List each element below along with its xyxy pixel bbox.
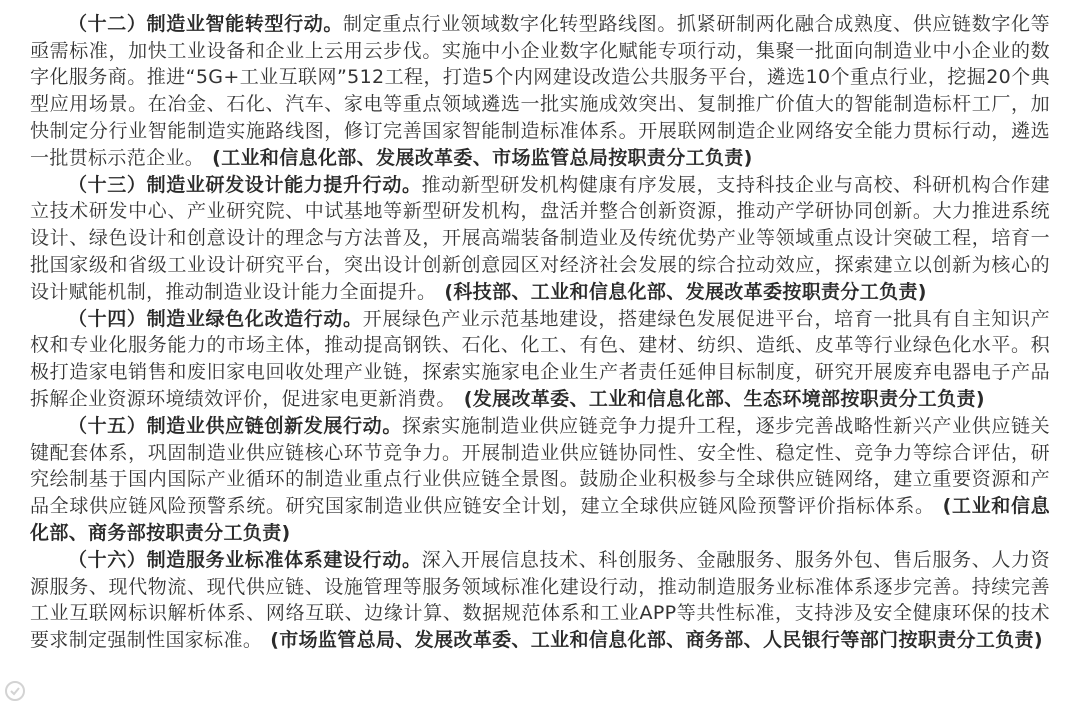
paragraph-16 bbox=[30, 547, 1050, 654]
paragraph-16-body: 深入开展信息技术、科创服务、金融服务、服务外包、售后服务、人力资源服务、现代物流、现代供应链、设施管理等服务领域标准化建设行动，推动制造服务业标准体系逐步完善。持续完善工业互联网标识解析体系、网络互联、边缘计算、数据规范体系和工业APP等共性标准，支持涉及安全健康环保的技术要求制定强制性国家标准。 bbox=[30, 548, 1050, 652]
paragraph-15-responsibility: (工业和信息化部、商务部按职责分工负责) bbox=[30, 495, 1050, 544]
paragraph-14 bbox=[30, 306, 1050, 413]
paragraph-14-body: 开展绿色产业示范基地建设，搭建绿色发展促进平台，培育一批具有自主知识产权和专业化服务能力的市场主体，推动提高钢铁、石化、化工、有色、建材、纺织、造纸、皮革等行业绿色化水平。积极打造家电销售和废旧家电回收处理产业链，探索实施家电企业生产者责任延伸目标制度，研究开展废弃电器电子产品拆解企业资源环境绩效评价，促进家电更新消费。 bbox=[30, 307, 1050, 410]
paragraph-12 bbox=[30, 11, 1050, 172]
watermark-logo bbox=[0, 676, 134, 704]
document-body bbox=[30, 0, 1050, 654]
watermark-icon bbox=[4, 680, 26, 702]
paragraph-15 bbox=[30, 413, 1050, 547]
paragraph-12-responsibility: (工业和信息化部、发展改革委、市场监管总局按职责分工负责) bbox=[212, 146, 753, 169]
paragraph-16-responsibility: (市场监管总局、发展改革委、工业和信息化部、商务部、人民银行等部门按职责分工负责) bbox=[270, 629, 1043, 652]
paragraph-14-responsibility: (发展改革委、工业和信息化部、生态环境部按职责分工负责) bbox=[463, 387, 985, 410]
paragraph-15-title: （十五）制造业供应链创新发展行动。 bbox=[68, 414, 402, 437]
paragraph-15-body: 探索实施制造业供应链竞争力提升工程，逐步完善战略性新兴产业供应链关键配套体系，巩固制造业供应链核心环节竞争力。开展制造业供应链协同性、安全性、稳定性、竞争力等综合评估，研究绘制基于国内国际产业循环的制造业重点行业供应链全景图。鼓励企业积极参与全球供应链网络，建立重要资源和产品全球供应链风险预警系统。研究国家制造业供应链安全计划，建立全球供应链风险预警评价指标体系。 bbox=[30, 414, 1050, 518]
previous-paragraph-fragment bbox=[30, 0, 1050, 11]
paragraph-12-body: 制定重点行业领域数字化转型路线图。抓紧研制两化融合成熟度、供应链数字化等亟需标准，加快工业设备和企业上云用云步伐。实施中小企业数字化赋能专项行动，集聚一批面向制造业中小企业的数字化服务商。推进“5G+工业互联网”512工程，打造5个内网建设改造公共服务平台，遴选10个重点行业，挖掘20个典型应用场景。在冶金、石化、汽车、家电等重点领域遴选一批实施成效突出、复制推广价值大的智能制造标杆工厂，加快制定分行业智能制造实施路线图，修订完善国家智能制造标准体系。开展联网制造企业网络安全能力贯标行动，遴选一批贯标示范企业。 bbox=[30, 12, 1050, 169]
paragraph-16-title: （十六）制造服务业标准体系建设行动。 bbox=[68, 548, 422, 571]
paragraph-13-body: 推动新型研发机构健康有序发展，支持科技企业与高校、科研机构合作建立技术研发中心、产业研究院、中试基地等新型研发机构，盘活并整合创新资源，推动产学研协同创新。大力推进系统设计、绿色设计和创意设计的理念与方法普及，开展高端装备制造业及传统优势产业等领域重点设计突破工程，培育一批国家级和省级工业设计研究平台，突出设计创新创意园区对经济社会发展的综合拉动效应，探索建立以创新为核心的设计赋能机制，推动制造业设计能力全面提升。 bbox=[30, 173, 1050, 303]
paragraph-12-title: （十二）制造业智能转型行动。 bbox=[68, 12, 344, 35]
paragraph-13 bbox=[30, 172, 1050, 306]
paragraph-13-title: （十三）制造业研发设计能力提升行动。 bbox=[68, 173, 422, 196]
paragraph-13-responsibility: (科技部、工业和信息化部、发展改革委按职责分工负责) bbox=[444, 280, 927, 303]
paragraph-14-title: （十四）制造业绿色化改造行动。 bbox=[68, 307, 363, 330]
